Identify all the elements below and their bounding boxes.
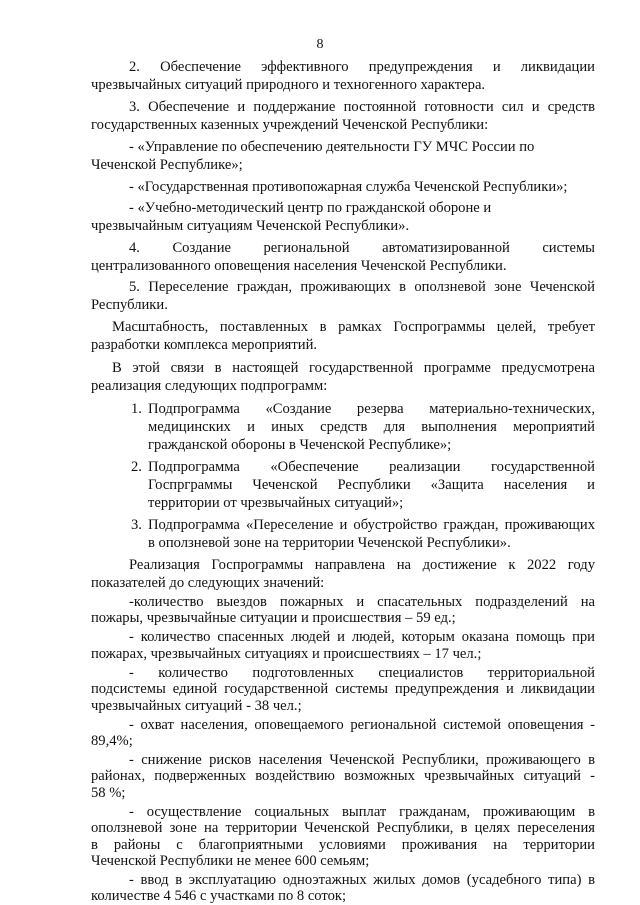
paragraph-line: реализация следующих подпрограмм: — [91, 378, 328, 394]
paragraph-line: - «Учебно-методический центр по гражданской обороне и — [129, 200, 492, 216]
list-line: Подпрограмма «Создание резерва материально-технических, — [148, 401, 595, 417]
indicator-line: - количество спасенных людей и людей, которым оказана помощь при — [129, 629, 595, 646]
list-line: медицинских и иных средств для выполнения мероприятий — [148, 419, 595, 435]
list-item — [91, 400, 595, 454]
paragraph-line: Масштабность, поставленных в рамках Госпрограммы целей, требует — [112, 319, 595, 335]
indicator-line: чрезвычайных ситуаций - 38 чел.; — [91, 697, 302, 714]
indicator-line: пожарах, чрезвычайных ситуациях и происшествиях – 17 чел.; — [91, 645, 482, 662]
list-item — [91, 458, 595, 512]
list-line: Подпрограмма «Переселение и обустройство граждан, проживающих — [148, 517, 595, 533]
paragraph-line: - «Государственная противопожарная служба Чеченской Республики»; — [129, 179, 568, 195]
indicator-line: количестве 4 546 с участками по 8 соток; — [91, 888, 347, 905]
paragraph-line: государственных казенных учреждений Чеченской Республики: — [91, 117, 489, 133]
indicator-line: пожары, чрезвычайные ситуации и происшествия – 59 ед.; — [91, 610, 456, 627]
list-line: в оползневой зоне на территории Чеченской Республики». — [148, 535, 511, 551]
list-line: гражданской обороны в Чеченской Республике»; — [148, 437, 452, 453]
paragraph-line: 2. Обеспечение эффективного предупреждения и ликвидации — [129, 59, 595, 75]
indicator-line: в районы с благоприятными условиями проживания на территории — [91, 836, 595, 853]
list-line: Госпрграммы Чеченской Республики «Защита населения и — [148, 477, 595, 493]
paragraph-line: Республики. — [91, 297, 168, 313]
paragraph-line: чрезвычайных ситуаций природного и техногенного характера. — [91, 77, 486, 93]
indicator-line: - охват населения, оповещаемого региональной системой оповещения - — [129, 716, 595, 733]
indicator-line: районах, подверженных воздействию возможных чрезвычайных ситуаций - — [91, 768, 595, 785]
list-line: Подпрограмма «Обеспечение реализации государственной — [148, 459, 595, 475]
page-number: 8 — [316, 37, 324, 52]
indicator-line: 89,4%; — [91, 733, 133, 749]
paragraph-line: чрезвычайным ситуациям Чеченской Республики». — [91, 218, 410, 234]
paragraph-line: показателей до следующих значений: — [91, 575, 325, 591]
indicator-line: подсистемы единой государственной системы предупреждения и ликвидации — [91, 681, 595, 698]
paragraph-line: разработки комплекса мероприятий. — [91, 337, 318, 353]
paragraph-line: 5. Переселение граждан, проживающих в оползневой зоне Чеченской — [129, 279, 595, 295]
list-number: 1. — [131, 401, 142, 417]
indicator-line: -количество выездов пожарных и спасательных подразделений на — [129, 594, 595, 610]
list-item — [91, 516, 595, 552]
indicator-line: оползневой зоне на территории Чеченской Республики, в целях переселения — [91, 820, 595, 837]
paragraph-line: 3. Обеспечение и поддержание постоянной готовности сил и средств — [129, 99, 595, 115]
indicator-line: - ввод в эксплуатацию одноэтажных жилых домов (усадебного типа) в — [129, 872, 595, 888]
paragraph-line: В этой связи в настоящей государственной программе предусмотрена — [112, 360, 595, 376]
list-number: 3. — [131, 517, 142, 533]
indicator-line: 58 %; — [91, 784, 126, 801]
paragraph-line: централизованного оповещения населения Чеченской Республики. — [91, 258, 507, 274]
indicator-line: - осуществление социальных выплат гражданам, проживающим в — [129, 803, 595, 820]
indicator-line: - количество подготовленных специалистов территориальной — [129, 664, 595, 681]
paragraph-line: Чеченской Республике»; — [91, 157, 243, 173]
indicator-line: - снижение рисков населения Чеченской Республики, проживающего в — [129, 752, 595, 768]
paragraph-line: - «Управление по обеспечению деятельности ГУ МЧС России по — [129, 139, 535, 155]
paragraph-line: Реализация Госпрограммы направлена на достижение к 2022 году — [129, 557, 595, 573]
indicator-line: Чеченской Республики не менее 600 семьям; — [91, 853, 370, 869]
paragraph-line: 4. Создание региональной автоматизированной системы — [129, 240, 595, 256]
list-line: территории от чрезвычайных ситуаций»; — [148, 495, 404, 511]
list-number: 2. — [131, 459, 142, 475]
